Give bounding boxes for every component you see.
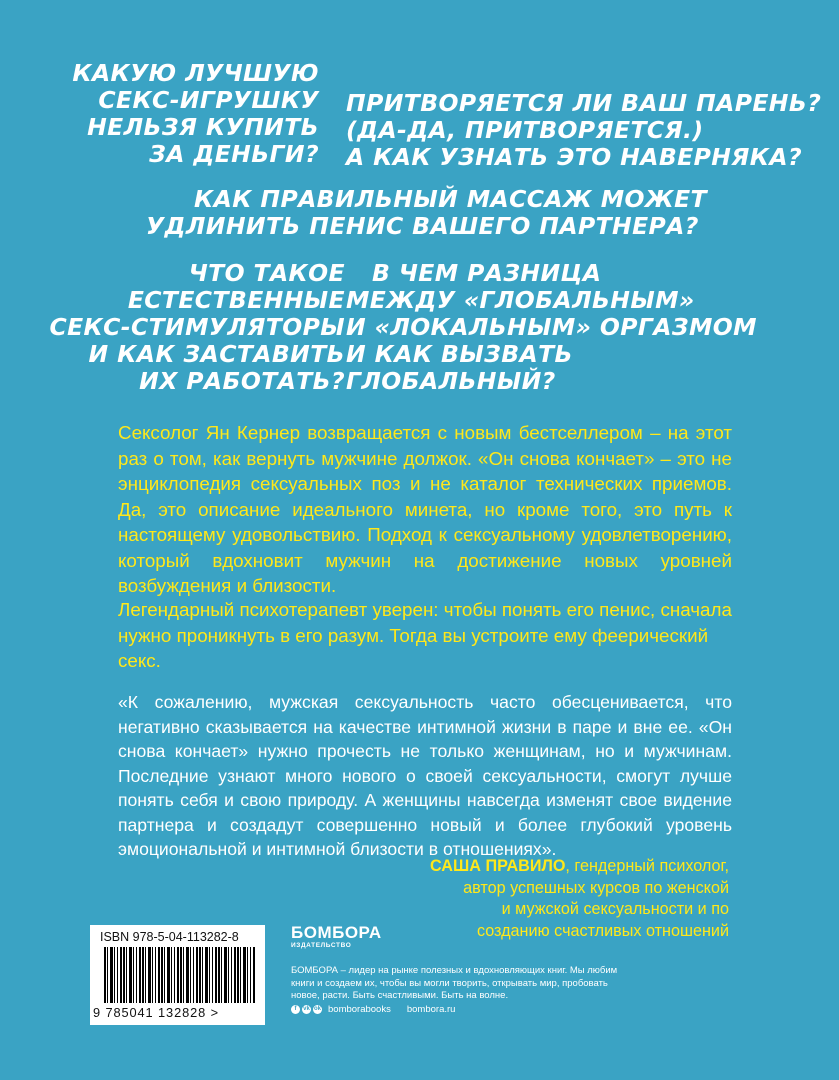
question-line: И «ЛОКАЛЬНЫМ» ОРГАЗМОМ [346,313,757,341]
social-handle[interactable]: bomborabooks [328,1004,391,1015]
question-line: ИХ РАБОТАТЬ? [139,367,345,395]
barcode-digits: 9 785041 132828 > [93,1005,219,1020]
testimonial-quote: «К сожалению, мужская сексуальность часто обесценивается, что негативно сказывается на качестве интимной жизни в паре и вне ее. «Он снова кончает» нужно прочесть не только женщинам, но и мужчинам. Последние узнают много нового о своей сексуальности, смогут лучше понять себя и свою природу. А женщины навсегда изменят свое видение партнера и создадут совершенно новый и более глубокий уровень эмоциональной и интимной близости в отношениях». [118,692,732,859]
question-line: СЕКС-СТИМУЛЯТОРЫ [49,313,345,341]
quote-author-role: , гендерный психолог, [565,857,729,875]
publisher-socials [291,1004,455,1015]
question-line: А КАК УЗНАТЬ ЭТО НАВЕРНЯКА? [346,143,803,171]
question-line: В ЧЕМ РАЗНИЦА [372,259,602,287]
quote-attribution [430,856,729,942]
question-partner-faking [346,90,821,171]
question-line: И КАК ВЫЗВАТЬ [346,340,573,368]
publisher-logo [291,924,382,950]
question-line: ЧТО ТАКОЕ [188,259,345,287]
question-best-sex-toy [72,60,319,168]
attribution-line-1 [430,856,729,878]
question-line: СЕКС-ИГРУШКУ [98,86,319,114]
barcode-graphic [104,947,256,1003]
question-line: (ДА-ДА, ПРИТВОРЯЕТСЯ.) [346,116,704,144]
attribution-line-4: созданию счастливых отношений [476,921,729,940]
social-icons [291,1005,322,1014]
question-line: УДЛИНИТЬ ПЕНИС ВАШЕГО ПАРТНЕРА? [146,212,699,240]
attribution-line-2: автор успешных курсов по женской [463,878,729,897]
question-line: КАКУЮ ЛУЧШУЮ [72,59,319,87]
facebook-icon[interactable]: f [291,1005,300,1014]
question-line: КАК ПРАВИЛЬНЫЙ МАССАЖ МОЖЕТ [194,185,707,213]
question-line: ПРИТВОРЯЕТСЯ ЛИ ВАШ ПАРЕНЬ? [346,89,822,117]
publisher-website[interactable]: bombora.ru [406,1004,456,1015]
question-line: МЕЖДУ «ГЛОБАЛЬНЫМ» [346,286,695,314]
publisher-logo-text: БОМБОРА [291,923,382,942]
attribution-line-3: и мужской сексуальности и по [501,900,729,918]
question-line: И КАК ЗАСТАВИТЬ [88,340,345,368]
question-orgasm-difference [346,260,757,395]
odnoklassniki-icon[interactable]: ok [313,1006,321,1012]
isbn-number: ISBN 978-5-04-113282-8 [100,930,239,944]
quote-author-name: САША ПРАВИЛО [430,857,566,875]
publisher-logo-subtitle: ИЗДАТЕЛЬСТВО [291,942,352,949]
description-paragraph-1: Сексолог Ян Кернер возвращается с новым бестселлером – на этот раз о том, как вернуть мужчине должок. «Он снова кончает» – это не энциклопедия сексуальных поз и не каталог технических приемов. Да, это описание идеального минета, но кроме того, это путь к настоящему удовольствию. Подход к сексуальному удовлетворению, который вдохновит мужчин на достижение новых уровней возбуждения и близости. [118,422,732,596]
description-paragraph-2: Легендарный психотерапевт уверен: чтобы понять его пенис, сначала нужно проникнуть в его разум. Тогда вы устроите ему феерический секс. [118,599,732,671]
question-natural-stimulants [49,260,345,395]
question-line: ГЛОБАЛЬНЫЙ? [346,367,556,395]
question-line: ЕСТЕСТВЕННЫЕ [127,286,345,314]
vk-icon[interactable]: vk [303,1006,310,1012]
question-line: ЗА ДЕНЬГИ? [149,140,319,168]
isbn-barcode-box [90,925,265,1025]
question-massage [146,186,707,240]
publisher-description: БОМБОРА – лидер на рынке полезных и вдохновляющих книг. Мы любим книги и создаем их, чтобы вы могли творить, открывать мир, пробовать новое, расти. Быть счастливыми. Быть на волне. [291,965,618,1001]
question-line: НЕЛЬЗЯ КУПИТЬ [87,113,319,141]
